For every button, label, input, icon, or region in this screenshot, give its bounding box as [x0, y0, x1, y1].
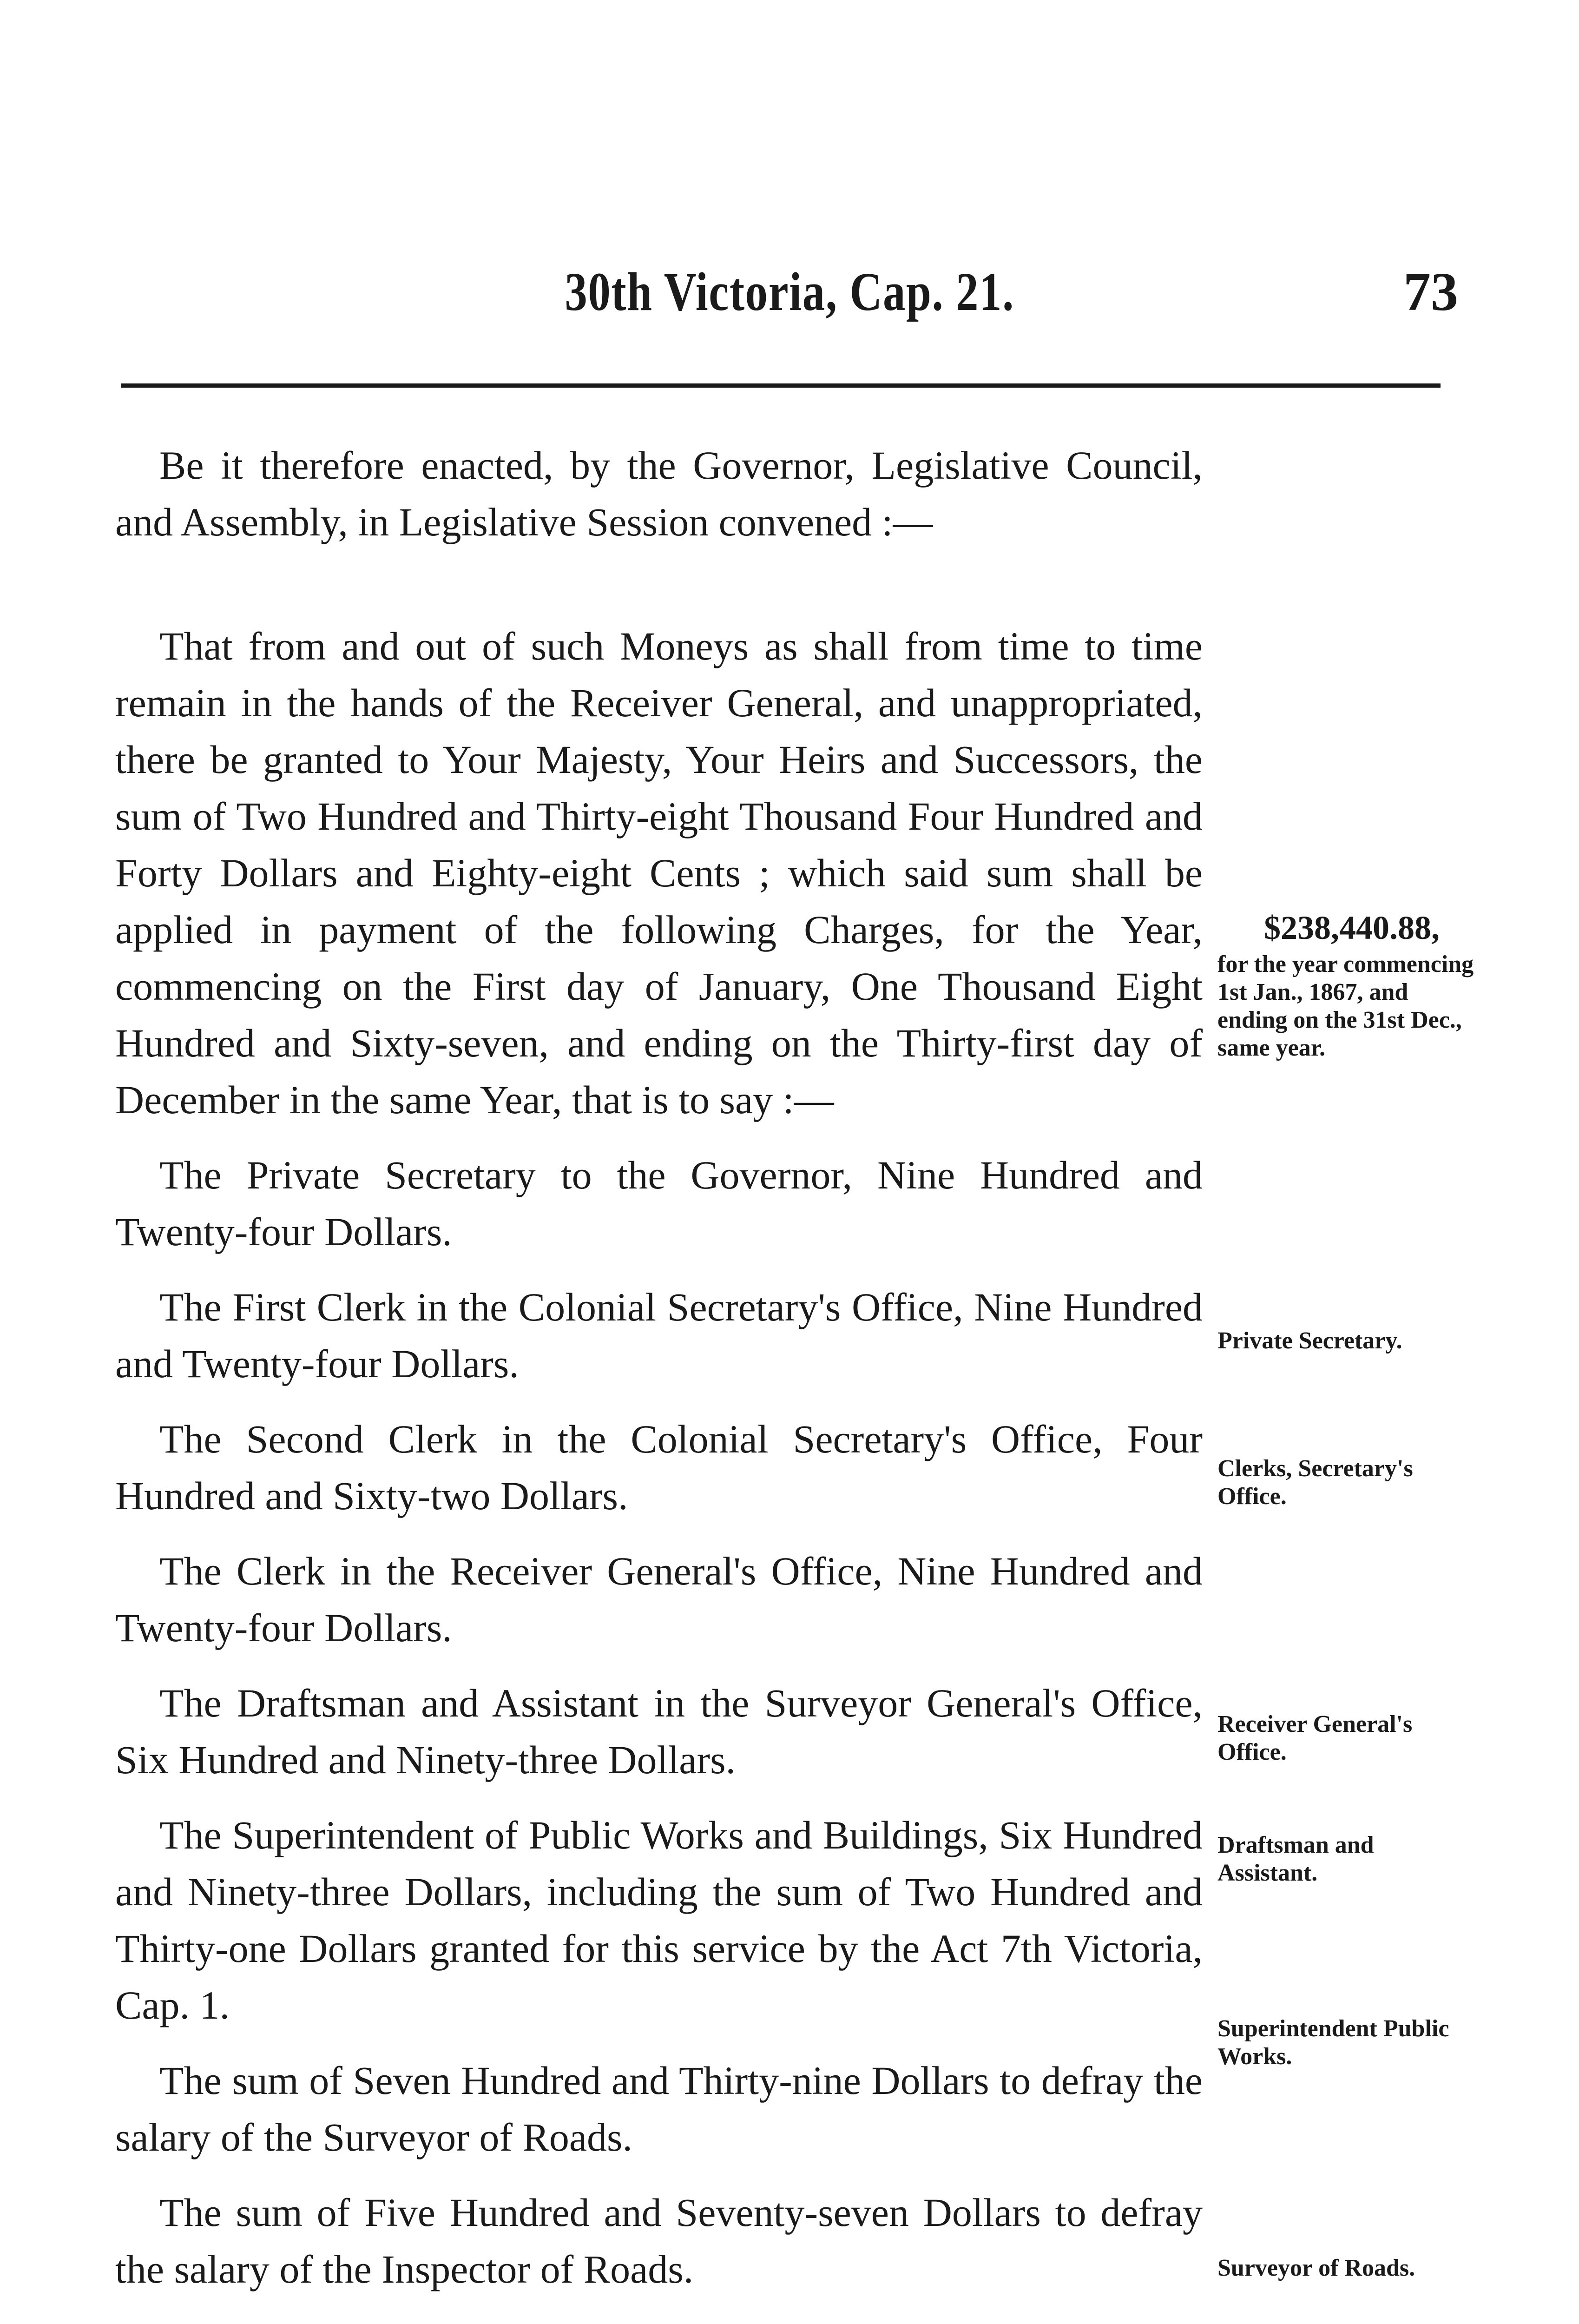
item-draftsman: The Draftsman and Assistant in the Surveyor General's Office, Six Hundred and Ninety-three Dollars. [115, 1681, 1203, 1782]
item-first-clerk: The First Clerk in the Colonial Secretary's Office, Nine Hundred and Twenty-four Dollars. [115, 1285, 1203, 1386]
grant-clause: That from and out of such Moneys as shall from time to time remain in the hands of the Receiver General, and unappropriated, there be granted to Your Majesty, Your Heirs and Successors, the sum of Two Hundred and Thirty-eight Thousand Four Hundred and Forty Dollars and Eighty-eight Cents ; which said sum shall be applied in payment of the following Charges, for the Year, commencing on the First day of January, One Thousand Eight Hundred and Sixty-seven, and ending on the Thirty-first day of December in the same Year, that is to say :— [115, 624, 1203, 1122]
header-rule [121, 383, 1441, 388]
margin-private-secretary: Private Secretary. [1217, 1327, 1402, 1354]
margin-clerks: Clerks, Secretary's Office. [1217, 1455, 1413, 1510]
margin-receiver-general: Receiver General's Office. [1217, 1711, 1413, 1765]
main-text [115, 437, 1203, 2298]
margin-draftsman: Draftsman and Assistant. [1217, 1832, 1374, 1886]
item-inspector: The sum of Five Hundred and Seventy-seven Dollars to defray the salary of the Inspector of Roads. [115, 2190, 1203, 2291]
margin-amount: $238,440.88, [1264, 909, 1440, 946]
enacting-clause: Be it therefore enacted, by the Governor, Legislative Council, and Assembly, in Legislative Session convened :— [115, 443, 1203, 544]
margin-superintendent: Superintendent Public Works. [1217, 2015, 1449, 2070]
margin-surveyor: Surveyor of Roads. [1217, 2255, 1415, 2281]
item-private-secretary: The Private Secretary to the Governor, Nine Hundred and Twenty-four Dollars. [115, 1153, 1203, 1254]
page-number: 73 [1403, 261, 1458, 322]
running-header [0, 260, 1579, 330]
item-surveyor: The sum of Seven Hundred and Thirty-nine Dollars to defray the salary of the Surveyor of Roads. [115, 2058, 1203, 2159]
running-title: 30th Victoria, Cap. 21. [565, 261, 1015, 322]
item-superintendent: The Superintendent of Public Works and Buildings, Six Hundred and Ninety-three Dollars, including the sum of Two Hundred and Thirty-one Dollars granted for this service by the Act 7th Victoria, Cap. 1. [115, 1813, 1203, 2027]
margin-period: for the year commencing 1st Jan., 1867, and ending on the 31st Dec., same year. [1217, 951, 1474, 1061]
item-second-clerk: The Second Clerk in the Colonial Secretary's Office, Four Hundred and Sixty-two Dollars. [115, 1417, 1203, 1518]
item-receiver-clerk: The Clerk in the Receiver General's Office, Nine Hundred and Twenty-four Dollars. [115, 1549, 1203, 1650]
